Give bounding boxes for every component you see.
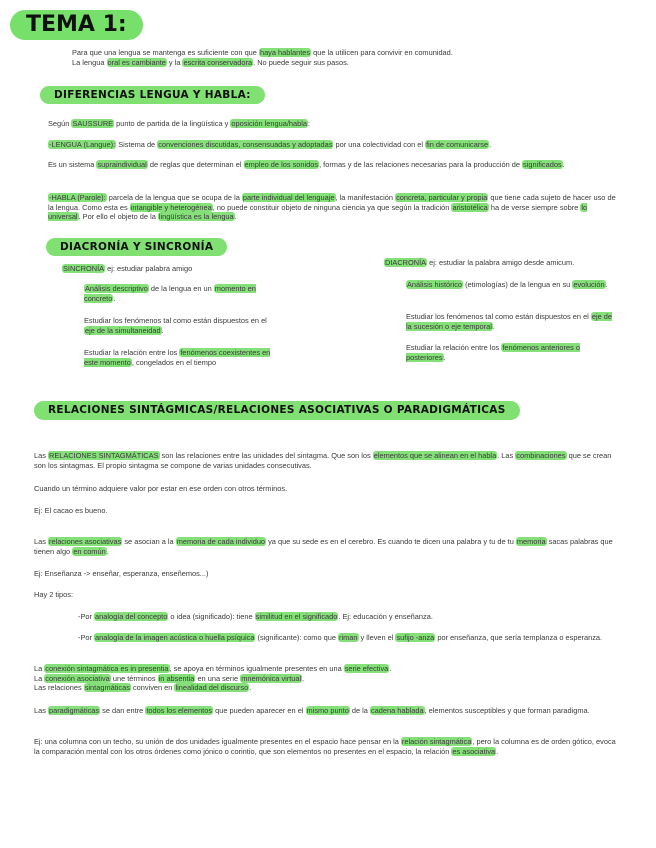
sincronia-item-1: Análisis descriptivo de la lengua en un momento en concreto.: [84, 284, 256, 303]
conexion-block: [34, 664, 614, 693]
intro: [72, 48, 552, 67]
sincronia-item-2: Estudiar los fenómenos tal como están dispuestos en el eje de la simultaneidad.: [84, 316, 267, 335]
diacronia-item-1: Análisis histórico (etimologías) de la lengua en su evolución.: [407, 280, 608, 289]
sistema-paragraph: Es un sistema supraindividual de reglas que determinan el empleo de los sonidos, formas y de las relaciones necesarias para la producción de significados.: [48, 160, 565, 169]
intro-line-1: Para que una lengua se mantenga es suficiente con que haya hablantes que la utilicen para convivir en comunidad.: [72, 48, 453, 57]
lengua-paragraph: -LENGUA (Langue): Sistema de convenciones discutidas, consensuadas y adoptadas por una colectividad con el fin de comunicarse.: [49, 140, 492, 149]
tipo-1: -Por analogía del concepto o idea (significado): tiene similitud en el significado. Ej: educación y enseñanza.: [78, 612, 433, 621]
saussure-paragraph: Según SAUSSURE punto de partida de la lingüística y oposición lengua/habla:: [48, 119, 311, 128]
intro-line-2: La lengua oral es cambiante y la escrita conservadora. No puede seguir sus pasos.: [72, 57, 349, 67]
diacronia-item-3: Estudiar la relación entre los fenómenos anteriores o posteriores.: [406, 343, 580, 362]
ejemplo-2: Ej: Enseñanza -> enseñar, esperanza, enseñemos...): [34, 569, 209, 578]
cuando-paragraph: Cuando un término adquiere valor por estar en ese orden con otros términos.: [34, 484, 288, 493]
sincronia-item-3: Estudiar la relación entre los fenómenos coexistentes en este momento, congelados en el tiempo: [84, 348, 271, 367]
diacronia-label: DIACRONÍA ej: estudiar la palabra amigo desde amicum.: [385, 258, 575, 267]
heading-diferencias: DIFERENCIAS LENGUA Y HABLA:: [40, 86, 265, 104]
paradigmaticas-paragraph: Las paradigmáticas se dan entre todos los elementos que pueden aparecer en el mismo punto de la cadena hablada, elementos susceptibles y que forman paradigma.: [34, 706, 590, 715]
conexion-line-3: Las relaciones sintagmáticas conviven en linealidad del discurso.: [34, 683, 252, 693]
heading-diacronia: DIACRONÍA Y SINCRONÍA: [46, 238, 227, 256]
columna-paragraph: Ej: una columna con un techo, su unión de dos unidades igualmente presentes en el espacio hace pensar en la relación sintagmática, pero la columna es de orden gótico, evoca la comparación mental con los otros órdenes como jónico o corintio, que son elementos no presentes en el espacio, la relación es asociativa.: [34, 737, 616, 756]
diacronia-item-2: Estudiar los fenómenos tal como están dispuestos en el eje de la sucesión o eje temporal.: [406, 312, 613, 331]
conexion-line-1: La conexión sintagmática es in presentia, se apoya en términos igualmente presentes en una serie efectiva.: [34, 664, 392, 673]
heading-relaciones: RELACIONES SINTÁGMICAS/RELACIONES ASOCIATIVAS O PARADIGMÁTICAS: [34, 401, 520, 420]
habla-paragraph: -HABLA (Parole): parcela de la lengua que se ocupa de la parte individual del lenguaje, la manifestación concreta, particular y propia que tiene cada sujeto de hacer uso de la lengua. Como esta es intangible y heterogénea, no puede constituir objeto de ninguna ciencia ya que según la tradición aristotélica ha de verse siempre sobre lo universal. Por ello el objeto de la lingüística es la lengua.: [48, 193, 616, 222]
ejemplo-1: Ej: El cacao es bueno.: [34, 506, 108, 515]
sincronia-label: SINCRONÍA ej: estudiar palabra amigo: [63, 264, 193, 273]
page-title: TEMA 1:: [10, 10, 143, 40]
asociativas-paragraph: Las relaciones asociativas se asocian a la memoria de cada individuo ya que su sede es en el cerebro. Es cuando te dicen una palabra y tu de tu memoria sacas palabras que tienen algo en común.: [34, 537, 613, 556]
tipos-heading: Hay 2 tipos:: [34, 590, 74, 599]
conexion-line-2: La conexión asociativa une términos in absentia en una serie mnemónica virtual.: [34, 673, 305, 683]
tipo-2: -Por analogía de la imagen acústica o huella psíquica (significante): como que riman y lleven el sufijo -anza por enseñanza, que sería templanza o esperanza.: [78, 633, 603, 642]
relaciones-paragraph: Las RELACIONES SINTAGMÁTICAS son las relaciones entre las unidades del sintagma. Que son los elementos que se alinean en el habla. Las combinaciones que se crean son los sintagmas. El propio sintagma se compone de varias unidades consecutivas.: [34, 451, 612, 470]
